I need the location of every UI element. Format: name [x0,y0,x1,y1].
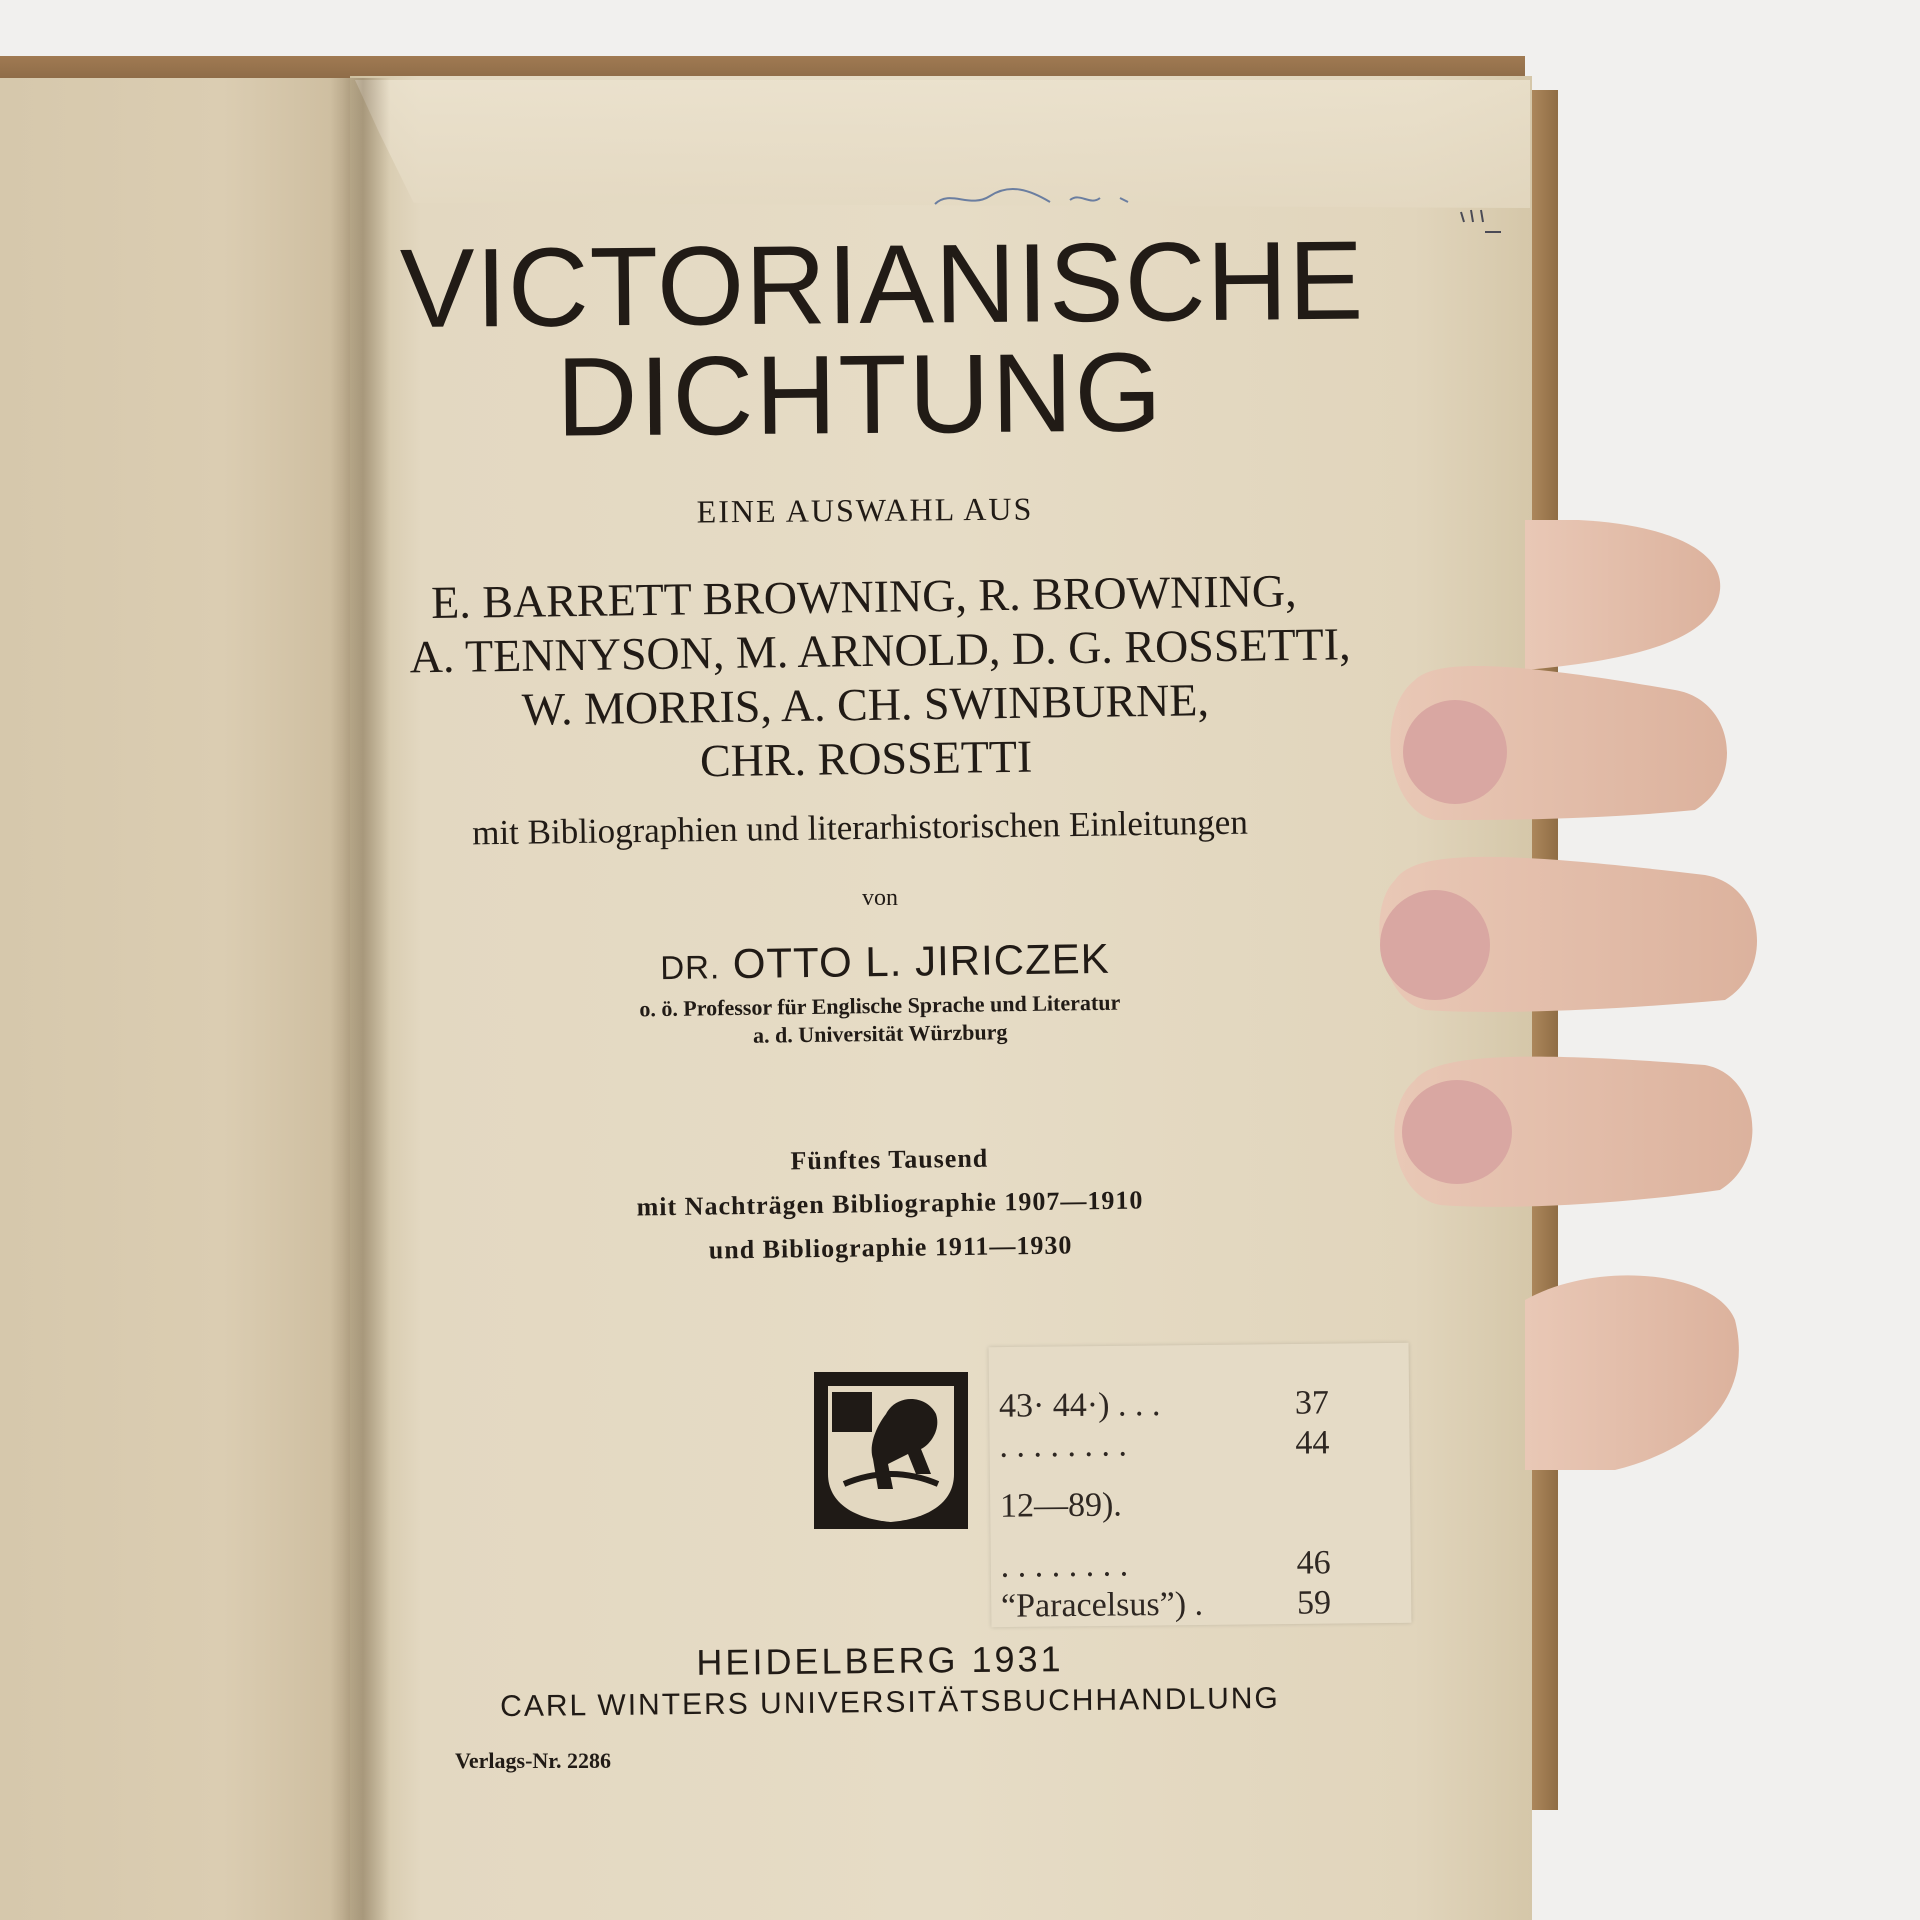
author-prefix: DR. [660,948,721,987]
verlag-number: Verlags-Nr. 2286 [455,1748,612,1773]
title-line-1: VICTORIANISCHE [399,217,1365,352]
affiliation-line-2: a. d. Universität Würzburg [752,1019,1008,1048]
affiliation-line-1: o. ö. Professor für Englische Sprache und Literatur [639,989,1121,1022]
slip-row: . . . . . . . . 46 [1000,1544,1331,1585]
left-blank-page [0,78,372,1920]
pencil-annotation [930,184,1150,214]
slip-row: . . . . . . . . 44 [999,1424,1330,1465]
publisher-name: CARL WINTERS UNIVERSITÄTSBUCHHANDLUNG [500,1681,1280,1724]
subtitle: EINE AUSWAHL AUS [696,490,1034,530]
authors-line: A. TENNYSON, M. ARNOLD, D. G. ROSSETTI, [409,618,1351,683]
publication-place-year: HEIDELBERG 1931 [696,1638,1064,1683]
authors-line: W. MORRIS, A. CH. SWINBURNE, [521,674,1210,735]
authors-line: E. BARRETT BROWNING, R. BROWNING, [430,564,1297,629]
slip-contents [999,1383,1331,1626]
title-line-2: DICHTUNG [555,329,1165,460]
author-name-text: OTTO L. JIRICZEK [732,934,1111,988]
pencil-corner-mark [1455,204,1505,238]
slip-row: 12—89). [999,1486,1123,1525]
authors-line: CHR. ROSSETTI [699,730,1033,787]
authors-block [409,564,1351,793]
edition-block [539,1133,1241,1275]
edition-line-3: und Bibliographie 1911—1930 [708,1230,1073,1265]
slip-row: 43· 44·) . . . 37 [998,1384,1330,1425]
von-label: von [862,885,898,911]
holding-hand [1375,520,1920,1480]
author-name [560,933,1211,990]
edition-line-1: Fünftes Tausend [790,1143,989,1176]
publisher-emblem-icon [814,1372,968,1529]
author-affiliation [500,987,1261,1054]
spine-gutter [330,78,390,1920]
bibliographies-line: mit Bibliographien und literarhistorischen Einleitungen [471,802,1249,853]
edition-line-2: mit Nachträgen Bibliographie 1907—1910 [636,1185,1144,1222]
slip-row: “Paracelsus”) . 59 [1000,1584,1332,1625]
